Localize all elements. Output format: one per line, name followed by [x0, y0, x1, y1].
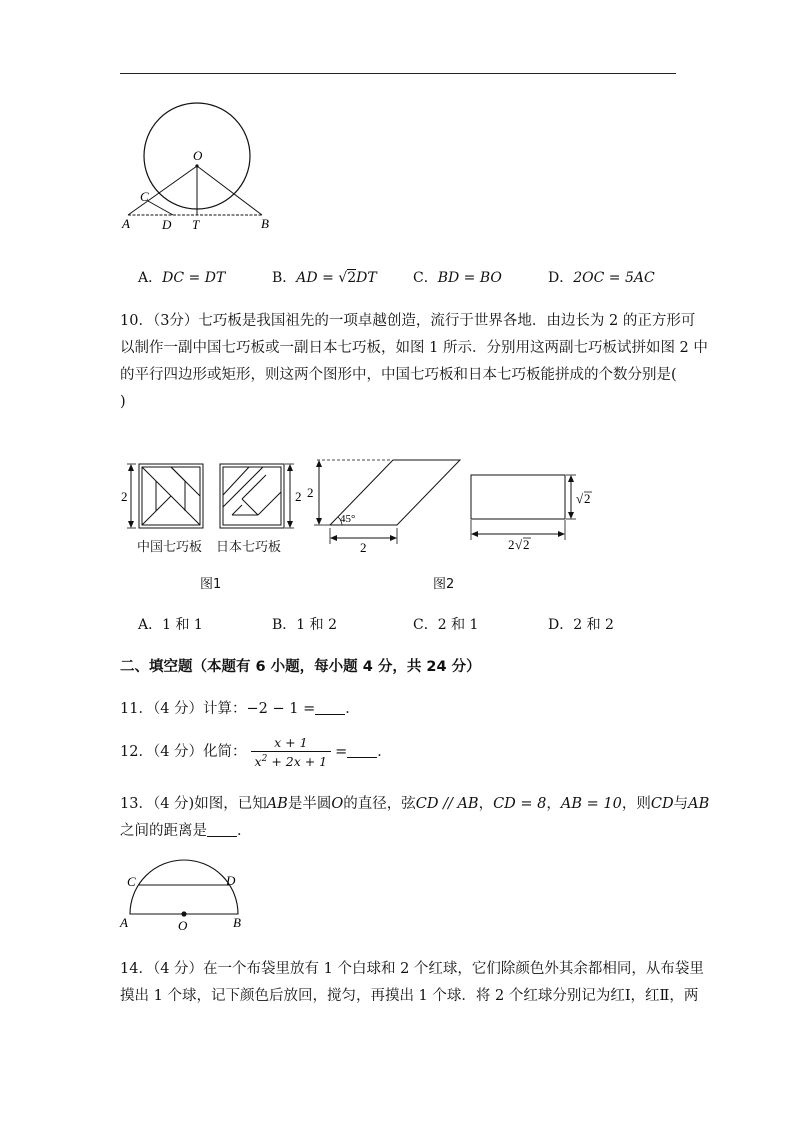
q11-answer-blank[interactable] [315, 700, 345, 715]
japanese-tangram [220, 464, 284, 528]
q10-line-1: 10．（3分）七巧板是我国祖先的一项卓越创造，流行于世界各地．由边长为 2 的正方形可 [120, 313, 696, 329]
sqrt-symbol: √ [576, 491, 584, 506]
q13-label-a: A [120, 915, 128, 930]
q13-label-c: C [127, 874, 136, 889]
q12-question: 12．（4 分）化简： $\frac{x + 1}{x^2 + 2x + 1}$ = ． [120, 735, 392, 770]
q10-option-b[interactable]: B．1 和 2 [272, 617, 338, 633]
q9-option-c[interactable]: C．BD = BO [413, 270, 502, 286]
q13-answer-blank[interactable] [207, 822, 237, 837]
q13-line-1: 13．（4 分)如图，已知AB是半圆O的直径，弦CD // AB，CD = 8，AB = 10，则CD与AB [120, 796, 710, 812]
center-dot [181, 911, 186, 916]
rectangle [471, 475, 565, 519]
q9-option-b[interactable]: B．AD = √2DT [272, 270, 377, 286]
japanese-tangram-label: 日本七巧板 [216, 540, 282, 555]
q10-option-d[interactable]: D．2 和 2 [548, 617, 614, 633]
q14-question [120, 956, 704, 1010]
chinese-tangram-label: 中国七巧板 [137, 540, 203, 555]
q9-label-a: A [122, 216, 130, 231]
q9-label-d: D [162, 217, 172, 232]
q9-line-cd [148, 201, 173, 215]
q13-line-2: 之间的距离是 ． [120, 823, 252, 839]
q9-options [138, 267, 678, 287]
q10-line-2: 以制作一副中国七巧板或一副日本七巧板，如图 1 所示．分别用这两副七巧板试拼如图 2 中 [120, 340, 708, 356]
q9-label-b: B [261, 216, 269, 231]
q10-option-a[interactable]: A．1 和 1 [138, 617, 203, 633]
rect-width-rad: 2 [523, 537, 530, 552]
q13-label-d: D [226, 873, 236, 888]
parallelogram-angle-label: 45° [340, 513, 356, 525]
q10-line-3: 的平行四边形或矩形，则这两个图形中，中国七巧板和日本七巧板能拼成的个数分别是( [120, 367, 677, 383]
q9-label-o: O [193, 148, 203, 163]
fig2-caption: 图2 [433, 577, 455, 592]
parallelogram-base-label: 2 [360, 540, 367, 555]
chinese-tangram [139, 464, 203, 528]
q9-option-a[interactable]: A．DC = DT [138, 270, 226, 286]
q9-figure [118, 98, 288, 233]
q10-line-4: ) [120, 394, 126, 410]
q10-option-c[interactable]: C．2 和 1 [413, 617, 479, 633]
q13-question [120, 791, 710, 845]
q11-question: 11．（4 分）计算：−2 − 1 = ． [120, 701, 360, 717]
q10-question [120, 308, 708, 416]
rect-height-label: 2 [584, 491, 591, 506]
q12-answer-blank[interactable] [347, 743, 377, 758]
q9-label-t: T [192, 217, 200, 232]
sqrt-symbol: √ [338, 270, 348, 286]
q10-side-label-right: 2 [295, 489, 302, 504]
semicircle [130, 860, 238, 914]
section-title-fill-in: 二、填空题（本题有 6 小题，每小题 4 分，共 24 分） [120, 659, 481, 675]
q10-options [138, 614, 678, 634]
q13-figure [118, 860, 258, 935]
header-rule [120, 73, 676, 74]
q9-label-c: C [140, 189, 149, 204]
rect-width-coef: 2 [508, 537, 515, 552]
parallelogram-height-label: 2 [307, 485, 314, 500]
q14-line-2: 摸出 1 个球，记下颜色后放回，搅匀，再摸出 1 个球．将 2 个红球分别记为红Ⅰ，红Ⅱ，两 [120, 988, 699, 1004]
sqrt-symbol: √ [515, 537, 523, 552]
q9-option-d[interactable]: D．2OC = 5AC [548, 270, 655, 286]
q13-label-o: O [178, 918, 188, 933]
fig1-caption: 图1 [200, 577, 222, 592]
q14-line-1: 14．（4 分）在一个布袋里放有 1 个白球和 2 个红球，它们除颜色外其余都相同，从布袋里 [120, 961, 704, 977]
q12-fraction: $\frac{x + 1}{x^2 + 2x + 1}$ [251, 735, 332, 769]
q10-side-label-left: 2 [121, 489, 128, 504]
q10-figure-2 [300, 452, 590, 562]
q9-center-dot [195, 164, 198, 167]
q13-label-b: B [233, 915, 241, 930]
